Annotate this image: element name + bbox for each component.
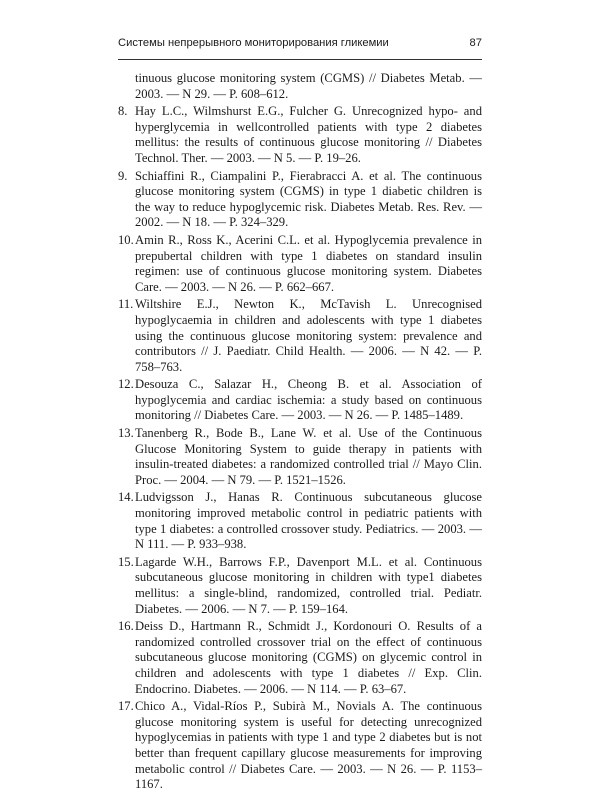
- header-rule: [118, 59, 482, 60]
- reference-text: Schiaffini R., Ciampalini P., Fierabracci A. et al. The continuous glucose monitoring system (CGMS) in type 1 diabetic children is the way to reduce hypoglycemic risk. Diabetes Metab. Res. Rev. — 2002. — N 18. — P. 324–329.: [135, 168, 482, 230]
- reference-text: Deiss D., Hartmann R., Schmidt J., Kordonouri O. Results of a randomized controlled crossover trial on the effect of continuous subcutaneous glucose monitoring (CGMS) on glycemic control in children and adolescents with type 1 diabetes // Exp. Clin. Endocrino. Diabetes. — 2006. — N 114. — P. 63–67.: [135, 619, 482, 696]
- reference-list: [118, 71, 482, 795]
- reference-item: [118, 233, 482, 295]
- reference-text: Desouza C., Salazar H., Cheong B. et al. Association of hypoglycemia and cardiac ischemia: a study based on continuous monitoring // Diabetes Care. — 2003. — N 26. — P. 1485–1489.: [135, 377, 482, 423]
- reference-text: tinuous glucose monitoring system (CGMS) // Diabetes Metab. — 2003. — N 29. — P. 608–612.: [135, 71, 482, 101]
- reference-text: Chico A., Vidal-Ríos P., Subirà M., Novials A. The continuous glucose monitoring system is useful for detecting unrecognized hypoglycemias in patients with type 1 and type 2 diabetes but is not better than frequent capillary glucose measurements for improving metabolic control // Diabetes Care. — 2003. — N 26. — P. 1153–1167.: [135, 699, 482, 792]
- reference-number: 13.: [118, 426, 134, 441]
- reference-item: [118, 555, 482, 617]
- reference-item: [118, 490, 482, 552]
- reference-number: 11.: [118, 297, 134, 312]
- page-number: 87: [469, 37, 482, 49]
- reference-number: 17.: [118, 699, 134, 714]
- reference-item: [118, 297, 482, 375]
- reference-text: Wiltshire E.J., Newton K., McTavish L. Unrecognised hypoglycaemia in children and adolescents with type 1 diabetes using the continuous glucose monitoring system: prevalence and contributors // J. Paediatr. Child Health. — 2006. — N 42. — P. 758–763.: [135, 297, 482, 374]
- reference-number: 12.: [118, 377, 134, 392]
- reference-number: 15.: [118, 554, 134, 569]
- reference-text: Ludvigsson J., Hanas R. Continuous subcutaneous glucose monitoring improved metabolic control in pediatric patients with type 1 diabetes: a controlled crossover study. Pediatrics. — 2003. — N 111. — P. 933–938.: [135, 490, 482, 552]
- reference-text: Lagarde W.H., Barrows F.P., Davenport M.L. et al. Continuous subcutaneous glucose monitoring in children with type1 diabetes mellitus: a single-blind, randomized, controlled trial. Pediatr. Diabetes. — 2006. — N 7. — P. 159–164.: [135, 554, 482, 616]
- reference-item: [118, 71, 482, 102]
- reference-text: Amin R., Ross K., Acerini C.L. et al. Hypoglycemia prevalence in prepubertal children with type 1 diabetes on standard insulin regimen: use of continuous glucose monitoring system. Diabetes Care. — 2003. — N 26. — P. 662–667.: [135, 232, 482, 294]
- reference-number: 14.: [118, 490, 134, 505]
- reference-number: 9.: [118, 168, 128, 183]
- running-head: [118, 37, 482, 49]
- reference-item: [118, 699, 482, 793]
- reference-number: 16.: [118, 619, 134, 634]
- reference-item: [118, 104, 482, 166]
- reference-item: [118, 169, 482, 231]
- running-title: Системы непрерывного мониторирования гликемии: [118, 37, 389, 49]
- reference-item: [118, 619, 482, 697]
- reference-number: 10.: [118, 232, 134, 247]
- reference-text: Tanenberg R., Bode B., Lane W. et al. Use of the Continuous Glucose Monitoring System to guide therapy in patients with insulin-treated diabetes: a randomized controlled trial // Mayo Clin. Proc. — 2004. — N 79. — P. 1521–1526.: [135, 426, 482, 487]
- reference-text: Hay L.C., Wilmshurst E.G., Fulcher G. Unrecognized hypo- and hyperglycemia in wellcontrolled patients with type 2 diabetes mellitus: the results of continuous glucose monitoring // Diabetes Technol. Ther. — 2003. — N 5. — P. 19–26.: [135, 104, 482, 165]
- reference-number: 8.: [118, 104, 128, 119]
- reference-item: [118, 426, 482, 488]
- reference-item: [118, 377, 482, 424]
